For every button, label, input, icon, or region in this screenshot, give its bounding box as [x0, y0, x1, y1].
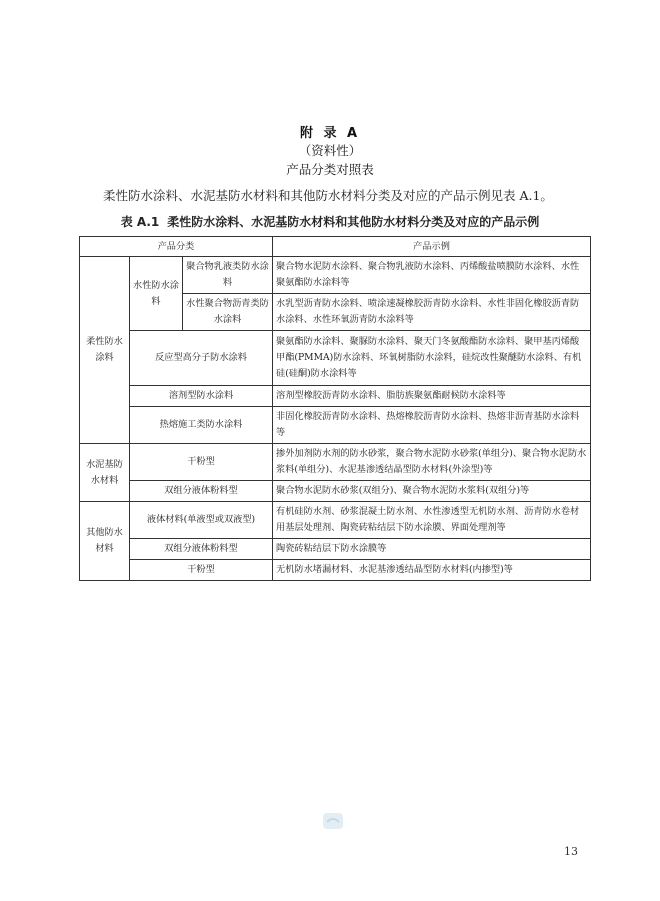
examples-cell: 水乳型沥青防水涂料、喷涂速凝橡胶沥青防水涂料、水性非固化橡胶沥青防水涂料、水性环氧沥青防水涂料等 — [273, 294, 591, 331]
examples-cell: 无机防水堵漏材料、水泥基渗透结晶型防水材料(内掺型)等 — [273, 560, 591, 581]
table-caption — [0, 213, 660, 230]
table-row — [80, 331, 591, 386]
table-row — [80, 407, 591, 444]
category-cell: 溶剂型防水涂料 — [130, 386, 273, 407]
examples-cell: 掺外加剂防水剂的防水砂浆，聚合物水泥防水砂浆(单组分)、聚合物水泥防水浆料(单组分)、水泥基渗透结晶型防水材料(外涂型)等 — [273, 444, 591, 481]
table-row — [80, 257, 591, 294]
product-table — [79, 236, 591, 581]
examples-cell: 聚合物水泥防水砂浆(双组分)、聚合物水泥防水浆料(双组分)等 — [273, 481, 591, 502]
category-cell: 反应型高分子防水涂料 — [130, 331, 273, 386]
table-number: 表 A.1 — [120, 215, 160, 229]
table-row — [80, 444, 591, 481]
table-row — [80, 502, 591, 539]
examples-cell: 非固化橡胶沥青防水涂料、热熔橡胶沥青防水涂料、热熔非沥青基防水涂料等 — [273, 407, 591, 444]
group-flexible: 柔性防水涂料 — [80, 257, 130, 444]
examples-cell: 陶瓷砖粘结层下防水涂膜等 — [273, 539, 591, 560]
table-row — [80, 481, 591, 502]
table-row — [80, 386, 591, 407]
table-row — [80, 539, 591, 560]
subgroup-water-based: 水性防水涂料 — [130, 257, 183, 331]
intro-paragraph: 柔性防水涂料、水泥基防水材料和其他防水材料分类及对应的产品示例见表 A.1。 — [103, 188, 553, 203]
category-cell: 干粉型 — [130, 560, 273, 581]
examples-cell: 聚合物水泥防水涂料、聚合物乳液防水涂料、丙烯酸盐喷膜防水涂料、水性聚氨酯防水涂料等 — [273, 257, 591, 294]
category-cell: 液体材料(单液型或双液型) — [130, 502, 273, 539]
watermark-logo-icon — [322, 811, 344, 831]
group-other: 其他防水材料 — [80, 502, 130, 581]
category-cell: 聚合物乳液类防水涂料 — [183, 257, 273, 294]
appendix-title: 附 录 A — [299, 126, 361, 141]
category-cell: 干粉型 — [130, 444, 273, 481]
category-cell: 双组分液体粉料型 — [130, 539, 273, 560]
table-row — [80, 560, 591, 581]
table-title: 柔性防水涂料、水泥基防水材料和其他防水材料分类及对应的产品示例 — [167, 215, 540, 229]
appendix-subject: 产品分类对照表 — [286, 162, 374, 177]
page-number: 13 — [564, 845, 578, 858]
group-cement: 水泥基防水材料 — [80, 444, 130, 502]
examples-cell: 聚氨酯防水涂料、聚脲防水涂料、聚天门冬氨酸酯防水涂料、聚甲基丙烯酸甲酯(PMMA)防水涂料、环氧树脂防水涂料，硅烷改性聚醚防水涂料、有机硅(硅酮)防水涂料等 — [273, 331, 591, 386]
header-category: 产品分类 — [80, 237, 273, 257]
category-cell: 热熔施工类防水涂料 — [130, 407, 273, 444]
appendix-nature: （资料性） — [298, 143, 362, 158]
category-cell: 双组分液体粉料型 — [130, 481, 273, 502]
table-header-row — [80, 237, 591, 257]
examples-cell: 溶剂型橡胶沥青防水涂料、脂肪族聚氨酯耐候防水涂料等 — [273, 386, 591, 407]
category-cell: 水性聚合物沥青类防水涂料 — [183, 294, 273, 331]
examples-cell: 有机硅防水剂、砂浆混凝土防水剂、水性渗透型无机防水剂、沥青防水卷材用基层处理剂、陶瓷砖粘结层下防水涂膜、界面处理剂等 — [273, 502, 591, 539]
header-examples: 产品示例 — [273, 237, 591, 257]
